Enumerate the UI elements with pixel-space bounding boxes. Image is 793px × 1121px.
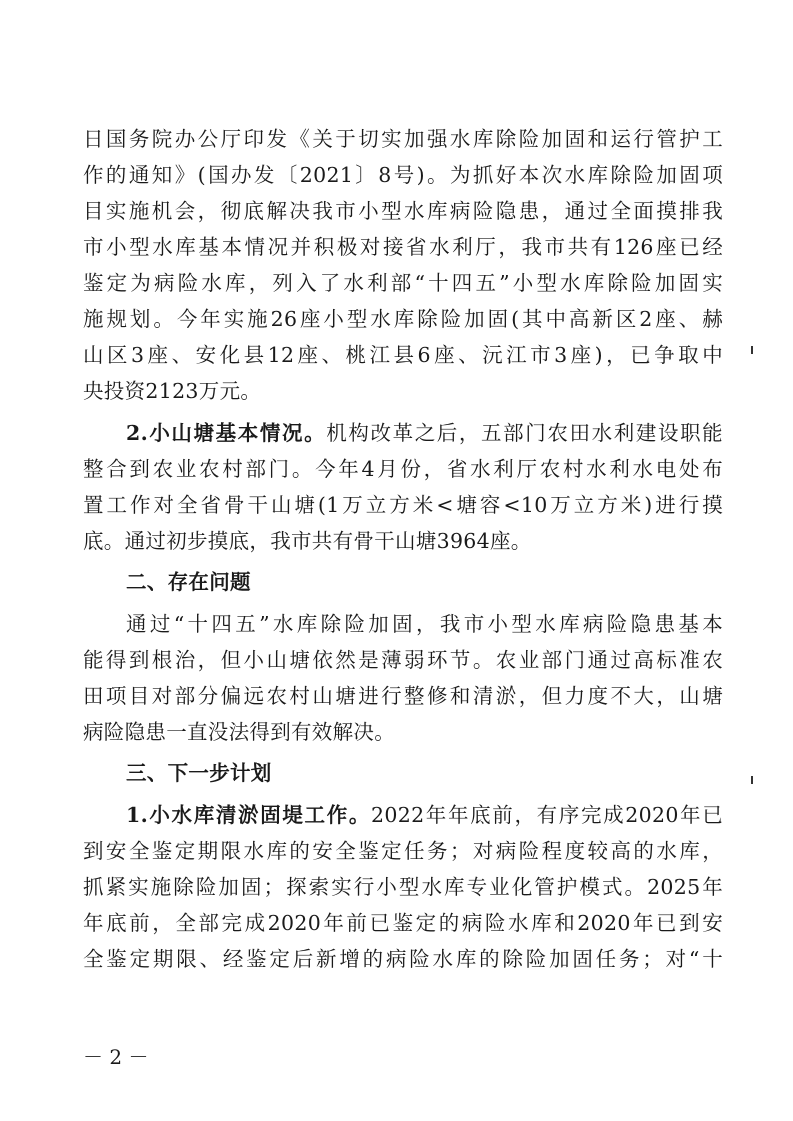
paragraph-line: 市小型水库基本情况并积极对接省水利厅，我市共有126座已经 [83, 235, 723, 259]
section-heading: 二、存在问题 [126, 570, 251, 594]
paragraph-line: 央投资2123万元。 [83, 379, 262, 403]
page-number: － 2 － [83, 1045, 149, 1069]
paragraph-line: 山区3座、安化县12座、桃江县6座、沅江市3座)，已争取中 [83, 343, 723, 367]
paragraph-line: 全鉴定期限、经鉴定后新增的病险水库的除险加固任务；对“十 [83, 947, 723, 971]
paragraph-line: 置工作对全省骨干山塘(1万立方米<塘容<10万立方米)进行摸 [83, 493, 723, 517]
paragraph-line: 田项目对部分偏远农村山塘进行整修和清淤，但力度不大，山塘 [83, 684, 723, 708]
paragraph-line: 能得到根治，但小山塘依然是薄弱环节。农业部门通过高标准农 [83, 648, 723, 672]
paragraph-first-line: 通过“十四五”水库除险加固，我市小型水库病险隐患基本 [126, 612, 723, 636]
paragraph-text: 机构改革之后，五部门农田水利建设职能 [326, 421, 723, 445]
paragraph-first-line [83, 415, 723, 451]
paragraph-line: 日国务院办公厅印发《关于切实加强水库除险加固和运行管护工 [83, 127, 723, 151]
paragraph-line: 施规划。今年实施26座小型水库除险加固(其中高新区2座、赫 [83, 307, 723, 331]
scan-mark [751, 346, 753, 354]
paragraph-line: 抓紧实施除险加固；探索实行小型水库专业化管护模式。2025年 [83, 875, 723, 899]
paragraph-title: 2.小山塘基本情况。 [126, 421, 327, 445]
paragraph-first-line [83, 797, 723, 833]
paragraph-line: 整合到农业农村部门。今年4月份，省水利厅农村水利水电处布 [83, 457, 723, 481]
scan-mark [751, 776, 753, 784]
section-heading: 三、下一步计划 [126, 761, 272, 785]
paragraph-line: 年底前，全部完成2020年前已鉴定的病险水库和2020年已到安 [83, 911, 723, 935]
paragraph-line: 作的通知》(国办发〔2021〕8号)。为抓好本次水库除险加固项 [83, 163, 723, 187]
paragraph-line: 病险隐患一直没法得到有效解决。 [83, 720, 395, 744]
paragraph-line: 鉴定为病险水库，列入了水利部“十四五”小型水库除险加固实 [83, 271, 723, 295]
paragraph-line: 目实施机会，彻底解决我市小型水库病险隐患，通过全面摸排我 [83, 199, 723, 223]
paragraph-line: 到安全鉴定期限水库的安全鉴定任务；对病险程度较高的水库， [83, 839, 723, 863]
paragraph-title: 1.小水库清淤固堤工作。 [126, 803, 372, 827]
paragraph-line: 底。通过初步摸底，我市共有骨干山塘3964座。 [83, 529, 532, 553]
paragraph-text: 2022年年底前，有序完成2020年已 [371, 803, 723, 827]
